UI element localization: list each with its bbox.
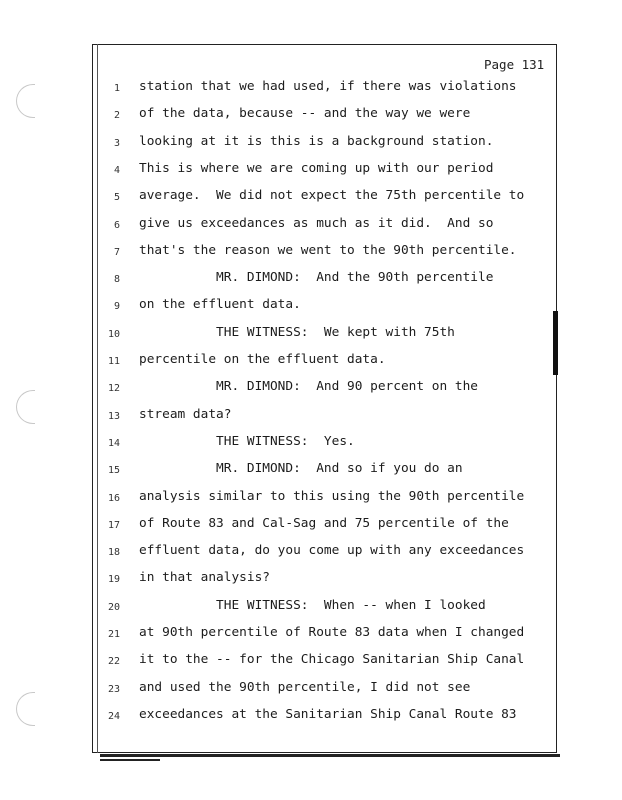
line-text: MR. DIMOND: And the 90th percentile xyxy=(139,270,494,286)
line-number: 21 xyxy=(107,629,120,640)
line-number: 10 xyxy=(107,328,120,340)
line-text: of the data, because -- and the way we were xyxy=(139,106,471,122)
transcript-line xyxy=(0,188,622,208)
transcript-line xyxy=(0,161,622,181)
line-number: 4 xyxy=(113,164,120,176)
page-number: Page 131 xyxy=(484,57,545,72)
transcript-line xyxy=(0,243,622,263)
line-number: 9 xyxy=(113,301,120,313)
footer-rule-short xyxy=(100,759,160,761)
line-number: 19 xyxy=(107,574,120,586)
transcript-line xyxy=(0,106,622,126)
line-text: stream data? xyxy=(139,406,232,422)
transcript-line xyxy=(0,352,622,372)
line-number: 22 xyxy=(107,656,120,668)
transcript-line xyxy=(0,379,622,399)
transcript-line xyxy=(0,270,622,290)
line-number: 14 xyxy=(107,437,120,449)
transcript-line xyxy=(0,516,622,536)
line-number: 11 xyxy=(107,356,120,367)
line-number: 24 xyxy=(107,710,120,722)
transcript-line xyxy=(0,680,622,700)
line-text: MR. DIMOND: And so if you do an xyxy=(139,461,463,477)
transcript-line xyxy=(0,652,622,672)
transcript-line xyxy=(0,79,622,99)
line-text: it to the -- for the Chicago Sanitarian Ship Canal xyxy=(139,652,525,668)
transcript-line xyxy=(0,134,622,154)
line-number: 5 xyxy=(113,192,120,204)
line-text: at 90th percentile of Route 83 data when I changed xyxy=(139,625,525,640)
transcript-line xyxy=(0,707,622,727)
transcript-line xyxy=(0,570,622,590)
line-number: 6 xyxy=(113,219,120,231)
footer-rule xyxy=(100,754,560,757)
transcript-line xyxy=(0,598,622,618)
transcript-line xyxy=(0,325,622,345)
transcript-line xyxy=(0,489,622,509)
line-text: exceedances at the Sanitarian Ship Canal Route 83 xyxy=(139,706,517,722)
line-number: 3 xyxy=(113,137,120,149)
line-text: on the effluent data. xyxy=(139,297,301,313)
line-number: 12 xyxy=(107,383,120,395)
line-number: 16 xyxy=(107,492,120,504)
line-text: in that analysis? xyxy=(139,570,270,586)
line-text: THE WITNESS: We kept with 75th xyxy=(139,324,455,340)
line-number: 13 xyxy=(107,410,120,422)
line-text: MR. DIMOND: And 90 percent on the xyxy=(139,379,478,395)
line-text: and used the 90th percentile, I did not see xyxy=(139,679,471,695)
line-text: that's the reason we went to the 90th percentile. xyxy=(139,242,517,258)
line-text: THE WITNESS: Yes. xyxy=(139,433,355,449)
line-text: station that we had used, if there was violations xyxy=(139,79,517,94)
line-text: percentile on the effluent data. xyxy=(139,352,386,367)
line-text: give us exceedances as much as it did. And so xyxy=(139,215,494,231)
line-number: 23 xyxy=(107,683,120,695)
line-number: 1 xyxy=(113,83,120,94)
transcript-line xyxy=(0,297,622,317)
line-text: analysis similar to this using the 90th percentile xyxy=(139,488,525,504)
line-text: effluent data, do you come up with any exceedances xyxy=(139,543,525,559)
line-text: looking at it is this is a background station. xyxy=(139,133,494,149)
transcript-line xyxy=(0,461,622,481)
line-number: 7 xyxy=(113,246,120,258)
line-number: 17 xyxy=(107,519,120,531)
line-number: 15 xyxy=(107,465,120,477)
line-number: 20 xyxy=(107,601,120,613)
line-text: of Route 83 and Cal-Sag and 75 percentile of the xyxy=(139,515,509,531)
line-number: 2 xyxy=(113,110,120,122)
line-number: 18 xyxy=(107,547,120,559)
line-text: This is where we are coming up with our period xyxy=(139,160,494,176)
transcript-line xyxy=(0,407,622,427)
transcript-line xyxy=(0,625,622,645)
transcript-line xyxy=(0,543,622,563)
line-number: 8 xyxy=(113,274,120,286)
line-text: THE WITNESS: When -- when I looked xyxy=(139,597,486,613)
transcript-line xyxy=(0,434,622,454)
line-text: average. We did not expect the 75th percentile to xyxy=(139,188,525,204)
transcript-line xyxy=(0,216,622,236)
